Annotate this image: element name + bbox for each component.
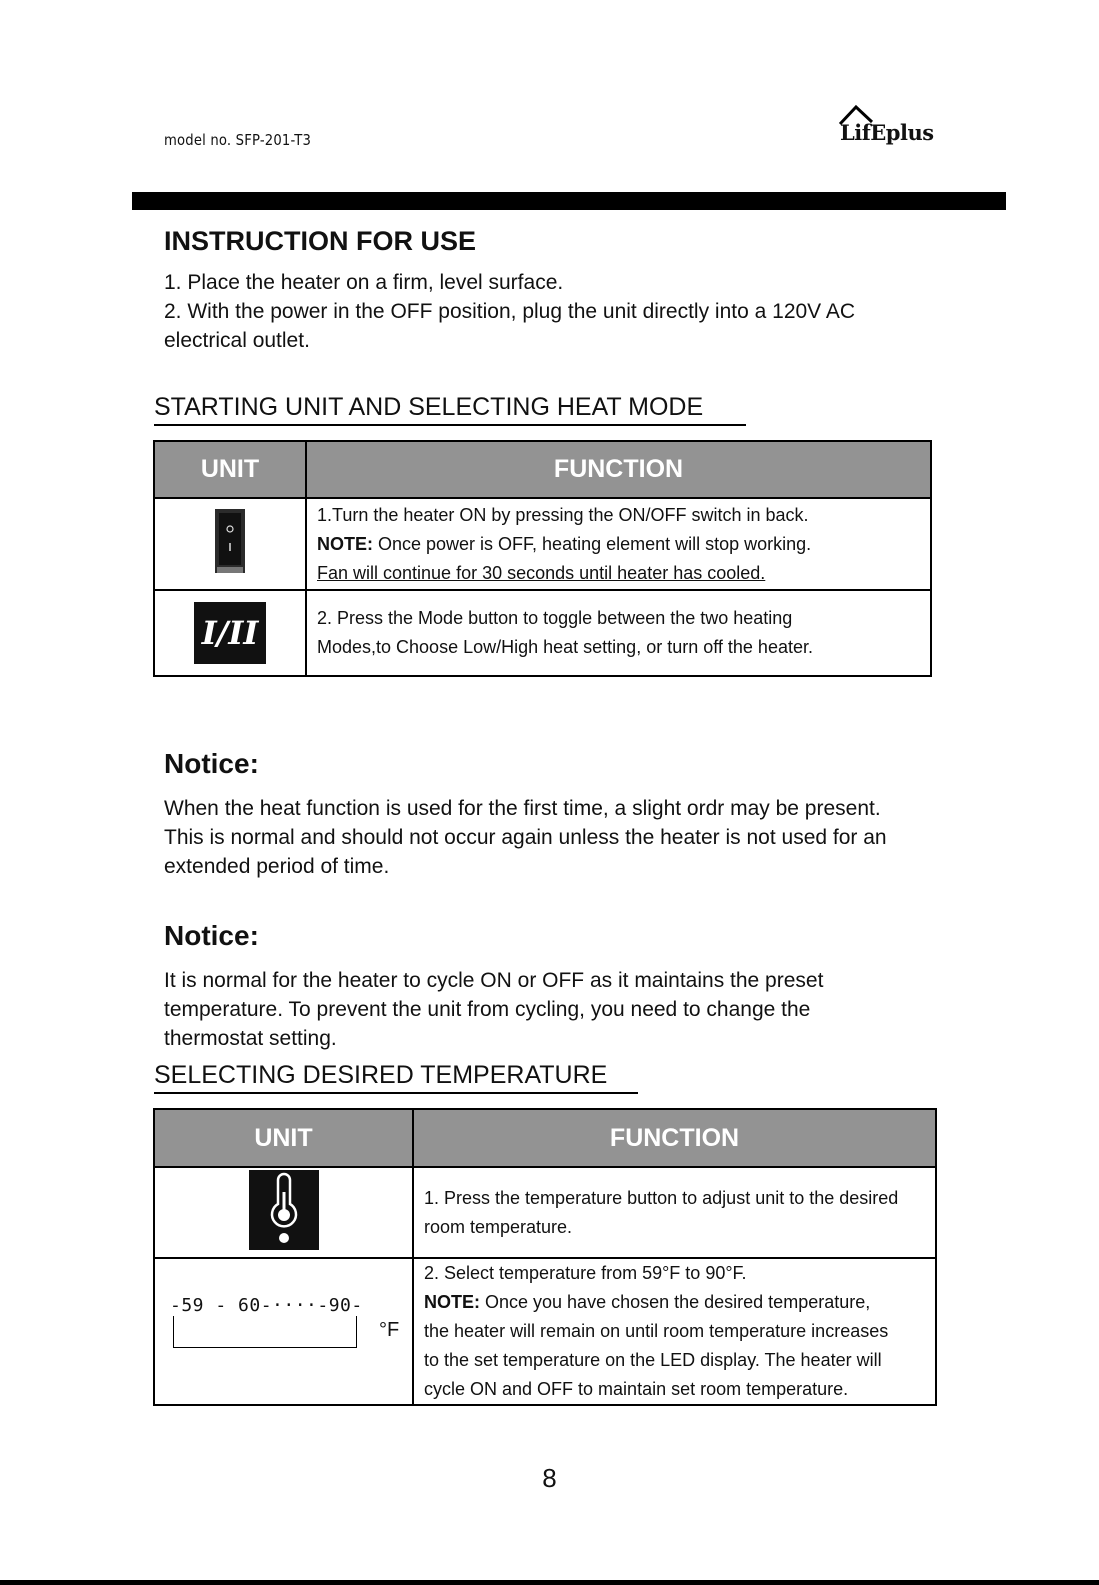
instruction-step: 2. With the power in the OFF position, plug the unit directly into a 120V AC	[164, 300, 856, 323]
note-text: Once power is OFF, heating element will stop working.	[373, 533, 812, 554]
model-number: model no. SFP-201-T3	[164, 131, 312, 149]
brand-logo	[840, 104, 934, 150]
notice-text	[164, 794, 887, 881]
function-text: room temperature.	[424, 1216, 573, 1237]
note-line	[424, 1288, 935, 1317]
notice-text	[164, 966, 823, 1053]
unit-column-header: UNIT	[154, 441, 306, 498]
notice-line: This is normal and should not occur again unless the heater is not used for an	[164, 826, 887, 849]
notice-line: When the heat function is used for the first time, a slight ordr may be present.	[164, 797, 881, 820]
led-readout: -59 - 60-····-90-	[170, 1295, 363, 1316]
notice-line: extended period of time.	[164, 855, 390, 878]
led-display	[170, 1295, 363, 1348]
table-row	[154, 1258, 936, 1405]
instruction-list	[164, 268, 855, 355]
instruction-title: INSTRUCTION FOR USE	[164, 226, 477, 256]
instruction-step: electrical outlet.	[164, 329, 310, 352]
instruction-step: 1. Place the heater on a firm, level surface.	[164, 271, 564, 294]
thermometer-icon	[249, 1170, 319, 1250]
table-row	[154, 1167, 936, 1258]
notice-line: temperature. To prevent the unit from cycling, you need to change the	[164, 998, 811, 1021]
function-text: Modes,to Choose Low/High heat setting, or turn off the heater.	[317, 637, 813, 657]
function-text: 2. Select temperature from 59°F to 90°F.	[424, 1263, 747, 1283]
function-text: 2. Press the Mode button to toggle between the two heating	[317, 608, 793, 628]
function-text: 1.Turn the heater ON by pressing the ON/OFF switch in back.	[317, 504, 809, 525]
function-column-header: FUNCTION	[413, 1109, 936, 1167]
function-text: 1. Press the temperature button to adjust unit to the desired	[424, 1187, 899, 1208]
notice-title: Notice:	[164, 748, 259, 779]
function-column-header: FUNCTION	[306, 441, 931, 498]
heat-mode-title: STARTING UNIT AND SELECTING HEAT MODE	[154, 393, 746, 426]
note-text: Once you have chosen the desired temperature,	[480, 1292, 871, 1312]
mode-button-icon: I/II	[194, 602, 266, 664]
fan-note: Fan will continue for 30 seconds until heater has cooled.	[317, 562, 766, 583]
fahrenheit-label: °F	[379, 1319, 400, 1341]
notice-title: Notice:	[164, 920, 259, 951]
function-text: to the set temperature on the LED display. The heater will	[424, 1350, 882, 1370]
note-label: NOTE:	[317, 533, 373, 554]
notice-line: thermostat setting.	[164, 1027, 337, 1050]
bottom-border	[0, 1580, 1099, 1585]
logo-text: LifEplus	[840, 120, 934, 145]
temperature-table	[153, 1108, 937, 1406]
note-line	[317, 530, 930, 559]
page-number: 8	[542, 1463, 557, 1493]
power-switch-icon	[213, 509, 247, 575]
header-rule	[132, 192, 1006, 210]
notice-line: It is normal for the heater to cycle ON or OFF as it maintains the preset	[164, 969, 824, 992]
function-text: cycle ON and OFF to maintain set room temperature.	[424, 1379, 849, 1399]
table-row	[154, 498, 931, 590]
unit-column-header: UNIT	[154, 1109, 413, 1167]
temperature-title: SELECTING DESIRED TEMPERATURE	[154, 1061, 638, 1094]
note-label: NOTE:	[424, 1292, 480, 1312]
heat-mode-table	[153, 440, 932, 677]
function-text: the heater will remain on until room temperature increases	[424, 1321, 889, 1341]
table-row	[154, 590, 931, 676]
